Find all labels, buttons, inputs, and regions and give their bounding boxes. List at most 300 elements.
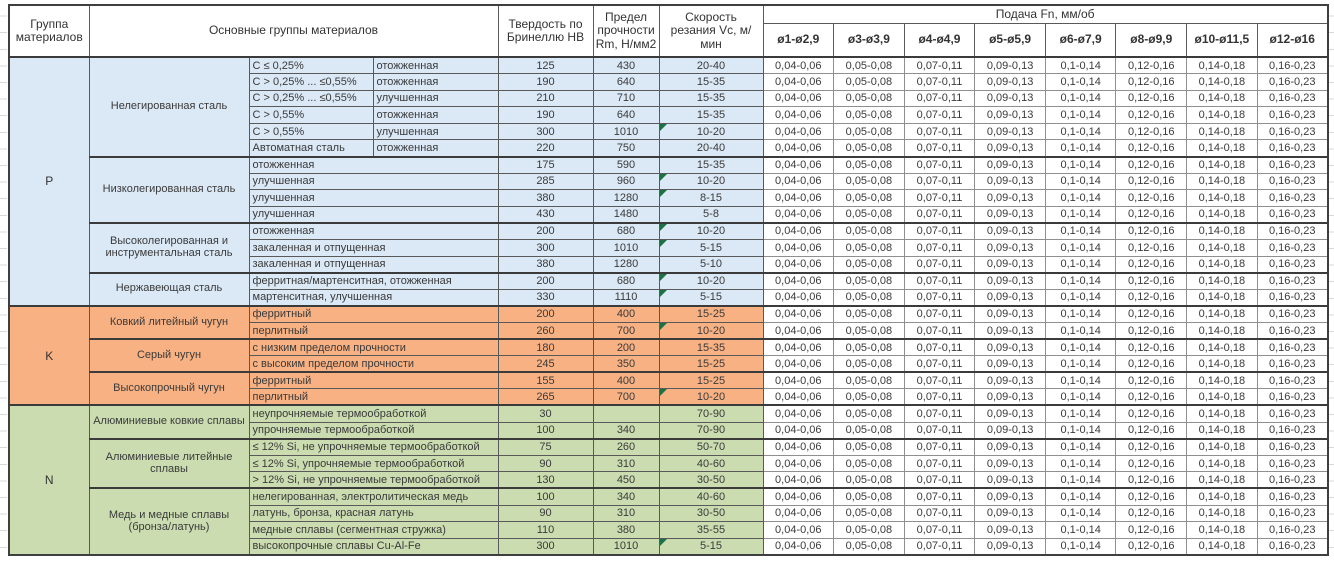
hardness-cell[interactable]: 90 [498,455,593,472]
feed-value-cell[interactable]: 0,14-0,18 [1187,455,1258,472]
header-main-groups[interactable]: Основные группы материалов [89,5,498,57]
feed-value-cell[interactable]: 0,09-0,13 [975,339,1046,356]
hardness-cell[interactable]: 200 [498,223,593,240]
feed-value-cell[interactable]: 0,05-0,08 [834,472,905,489]
cutting-speed-cell[interactable] [659,107,763,124]
feed-value-cell[interactable]: 0,09-0,13 [975,123,1046,140]
group-code-cell[interactable]: P [9,57,89,306]
subgroup-name-cell[interactable]: Серый чугун [89,339,249,372]
header-feed-diameter[interactable]: ø3-ø3,9 [834,23,905,57]
feed-value-cell[interactable]: 0,07-0,11 [904,140,975,157]
material-state-cell[interactable]: отожженная [373,140,498,157]
feed-value-cell[interactable]: 0,14-0,18 [1187,472,1258,489]
feed-value-cell[interactable]: 0,16-0,23 [1257,57,1328,74]
material-desc-cell[interactable]: отожженная [249,223,498,240]
feed-value-cell[interactable]: 0,05-0,08 [834,488,905,505]
cutting-speed-cell[interactable] [659,74,763,91]
material-desc-cell[interactable]: нелегированная, электролитическая медь [249,488,498,505]
feed-value-cell[interactable]: 0,09-0,13 [975,223,1046,240]
strength-cell[interactable]: 750 [593,140,659,157]
feed-value-cell[interactable]: 0,1-0,14 [1045,206,1116,223]
feed-value-cell[interactable]: 0,07-0,11 [904,422,975,439]
feed-value-cell[interactable]: 0,07-0,11 [904,173,975,190]
feed-value-cell[interactable]: 0,09-0,13 [975,389,1046,406]
feed-value-cell[interactable]: 0,14-0,18 [1187,422,1258,439]
header-feed-diameter[interactable]: ø10-ø11,5 [1187,23,1258,57]
feed-value-cell[interactable]: 0,12-0,16 [1116,455,1187,472]
feed-value-cell[interactable]: 0,09-0,13 [975,455,1046,472]
group-code-cell[interactable]: K [9,306,89,406]
feed-value-cell[interactable]: 0,07-0,11 [904,306,975,323]
feed-value-cell[interactable]: 0,07-0,11 [904,273,975,290]
feed-value-cell[interactable]: 0,1-0,14 [1045,356,1116,373]
feed-value-cell[interactable]: 0,1-0,14 [1045,223,1116,240]
feed-value-cell[interactable]: 0,07-0,11 [904,289,975,306]
feed-value-cell[interactable]: 0,1-0,14 [1045,405,1116,422]
subgroup-name-cell[interactable]: Высокопрочный чугун [89,372,249,405]
feed-value-cell[interactable]: 0,04-0,06 [763,472,834,489]
feed-value-cell[interactable]: 0,05-0,08 [834,90,905,107]
header-strength[interactable]: Предел прочности Rm, Н/мм2 [593,5,659,57]
feed-value-cell[interactable]: 0,04-0,06 [763,455,834,472]
feed-value-cell[interactable]: 0,16-0,23 [1257,90,1328,107]
feed-value-cell[interactable]: 0,16-0,23 [1257,140,1328,157]
feed-value-cell[interactable]: 0,14-0,18 [1187,439,1258,456]
strength-cell[interactable]: 700 [593,389,659,406]
feed-value-cell[interactable]: 0,12-0,16 [1116,223,1187,240]
feed-value-cell[interactable]: 0,07-0,11 [904,90,975,107]
feed-value-cell[interactable]: 0,05-0,08 [834,389,905,406]
feed-value-cell[interactable]: 0,1-0,14 [1045,107,1116,124]
feed-value-cell[interactable]: 0,09-0,13 [975,488,1046,505]
hardness-cell[interactable]: 90 [498,505,593,522]
cutting-speed-cell[interactable] [659,472,763,489]
hardness-cell[interactable]: 200 [498,306,593,323]
strength-cell[interactable]: 1280 [593,256,659,273]
feed-value-cell[interactable]: 0,14-0,18 [1187,157,1258,174]
feed-value-cell[interactable]: 0,14-0,18 [1187,107,1258,124]
subgroup-name-cell[interactable]: Медь и медные сплавы (бронза/латунь) [89,488,249,554]
strength-cell[interactable]: 400 [593,372,659,389]
feed-value-cell[interactable]: 0,05-0,08 [834,256,905,273]
feed-value-cell[interactable]: 0,14-0,18 [1187,74,1258,91]
feed-value-cell[interactable]: 0,04-0,06 [763,289,834,306]
feed-value-cell[interactable]: 0,16-0,23 [1257,157,1328,174]
feed-value-cell[interactable]: 0,14-0,18 [1187,273,1258,290]
feed-value-cell[interactable]: 0,16-0,23 [1257,439,1328,456]
feed-value-cell[interactable]: 0,07-0,11 [904,107,975,124]
feed-value-cell[interactable]: 0,16-0,23 [1257,455,1328,472]
hardness-cell[interactable]: 130 [498,472,593,489]
feed-value-cell[interactable]: 0,16-0,23 [1257,256,1328,273]
hardness-cell[interactable]: 200 [498,273,593,290]
hardness-cell[interactable]: 175 [498,157,593,174]
cutting-speed-cell[interactable] [659,356,763,373]
feed-value-cell[interactable]: 0,04-0,06 [763,389,834,406]
cutting-speed-cell[interactable] [659,522,763,539]
feed-value-cell[interactable]: 0,05-0,08 [834,439,905,456]
feed-value-cell[interactable]: 0,07-0,11 [904,223,975,240]
hardness-cell[interactable]: 125 [498,57,593,74]
header-feed-diameter[interactable]: ø5-ø5,9 [975,23,1046,57]
material-desc-cell[interactable]: закаленная и отпущенная [249,256,498,273]
material-state-cell[interactable]: улучшенная [373,90,498,107]
feed-value-cell[interactable]: 0,12-0,16 [1116,323,1187,340]
header-hardness[interactable]: Твердость по Бринеллю HB [498,5,593,57]
material-desc-cell[interactable]: закаленная и отпущенная [249,240,498,257]
material-desc-cell[interactable]: с низким пределом прочности [249,339,498,356]
feed-value-cell[interactable]: 0,14-0,18 [1187,240,1258,257]
material-desc-cell[interactable]: высокопрочные сплавы Cu-Al-Fe [249,538,498,555]
feed-value-cell[interactable]: 0,04-0,06 [763,522,834,539]
feed-value-cell[interactable]: 0,16-0,23 [1257,74,1328,91]
feed-value-cell[interactable]: 0,07-0,11 [904,455,975,472]
feed-value-cell[interactable]: 0,16-0,23 [1257,289,1328,306]
feed-value-cell[interactable]: 0,05-0,08 [834,190,905,207]
strength-cell[interactable]: 700 [593,323,659,340]
material-desc-cell[interactable]: латунь, бронза, красная латунь [249,505,498,522]
feed-value-cell[interactable]: 0,1-0,14 [1045,173,1116,190]
material-desc-cell[interactable]: медные сплавы (сегментная стружка) [249,522,498,539]
feed-value-cell[interactable]: 0,14-0,18 [1187,389,1258,406]
feed-value-cell[interactable]: 0,14-0,18 [1187,522,1258,539]
strength-cell[interactable]: 350 [593,356,659,373]
feed-value-cell[interactable]: 0,1-0,14 [1045,240,1116,257]
feed-value-cell[interactable]: 0,09-0,13 [975,57,1046,74]
feed-value-cell[interactable]: 0,05-0,08 [834,522,905,539]
feed-value-cell[interactable]: 0,04-0,06 [763,223,834,240]
hardness-cell[interactable]: 380 [498,256,593,273]
strength-cell[interactable]: 960 [593,173,659,190]
feed-value-cell[interactable]: 0,1-0,14 [1045,256,1116,273]
feed-value-cell[interactable]: 0,09-0,13 [975,256,1046,273]
feed-value-cell[interactable]: 0,07-0,11 [904,522,975,539]
feed-value-cell[interactable]: 0,1-0,14 [1045,190,1116,207]
group-code-cell[interactable]: N [9,405,89,554]
feed-value-cell[interactable]: 0,07-0,11 [904,405,975,422]
feed-value-cell[interactable]: 0,12-0,16 [1116,173,1187,190]
feed-value-cell[interactable]: 0,14-0,18 [1187,289,1258,306]
cutting-speed-cell[interactable] [659,488,763,505]
feed-value-cell[interactable]: 0,14-0,18 [1187,538,1258,555]
strength-cell[interactable]: 640 [593,107,659,124]
feed-value-cell[interactable]: 0,04-0,06 [763,339,834,356]
hardness-cell[interactable]: 220 [498,140,593,157]
feed-value-cell[interactable]: 0,05-0,08 [834,273,905,290]
cutting-speed-cell[interactable] [659,339,763,356]
hardness-cell[interactable]: 190 [498,74,593,91]
strength-cell[interactable]: 430 [593,57,659,74]
feed-value-cell[interactable]: 0,14-0,18 [1187,405,1258,422]
feed-value-cell[interactable]: 0,1-0,14 [1045,505,1116,522]
cutting-speed-cell[interactable] [659,289,763,306]
header-feed[interactable]: Подача Fn, мм/об [763,5,1328,23]
cutting-speed-cell[interactable] [659,538,763,555]
strength-cell[interactable]: 680 [593,273,659,290]
feed-value-cell[interactable]: 0,1-0,14 [1045,339,1116,356]
material-desc-cell[interactable]: C > 0,55% [249,107,373,124]
material-desc-cell[interactable]: неупрочняемые термообработкой [249,405,498,422]
feed-value-cell[interactable]: 0,04-0,06 [763,107,834,124]
strength-cell[interactable]: 380 [593,522,659,539]
feed-value-cell[interactable]: 0,05-0,08 [834,157,905,174]
feed-value-cell[interactable]: 0,05-0,08 [834,405,905,422]
feed-value-cell[interactable]: 0,09-0,13 [975,157,1046,174]
feed-value-cell[interactable]: 0,14-0,18 [1187,488,1258,505]
subgroup-name-cell[interactable]: Высоколегированная и инструментальная сталь [89,223,249,273]
feed-value-cell[interactable]: 0,16-0,23 [1257,339,1328,356]
material-state-cell[interactable]: отожженная [373,107,498,124]
material-desc-cell[interactable]: ≤ 12% Si, не упрочняемые термообработкой [249,439,498,456]
feed-value-cell[interactable]: 0,09-0,13 [975,90,1046,107]
feed-value-cell[interactable]: 0,05-0,08 [834,339,905,356]
feed-value-cell[interactable]: 0,09-0,13 [975,472,1046,489]
feed-value-cell[interactable]: 0,1-0,14 [1045,488,1116,505]
feed-value-cell[interactable]: 0,16-0,23 [1257,372,1328,389]
feed-value-cell[interactable]: 0,05-0,08 [834,107,905,124]
feed-value-cell[interactable]: 0,14-0,18 [1187,306,1258,323]
cutting-speed-cell[interactable] [659,323,763,340]
feed-value-cell[interactable]: 0,12-0,16 [1116,405,1187,422]
feed-value-cell[interactable]: 0,1-0,14 [1045,123,1116,140]
cutting-speed-cell[interactable] [659,140,763,157]
hardness-cell[interactable]: 110 [498,522,593,539]
feed-value-cell[interactable]: 0,12-0,16 [1116,356,1187,373]
feed-value-cell[interactable]: 0,12-0,16 [1116,57,1187,74]
feed-value-cell[interactable]: 0,05-0,08 [834,173,905,190]
strength-cell[interactable]: 400 [593,306,659,323]
feed-value-cell[interactable]: 0,1-0,14 [1045,439,1116,456]
feed-value-cell[interactable]: 0,09-0,13 [975,422,1046,439]
feed-value-cell[interactable]: 0,05-0,08 [834,289,905,306]
feed-value-cell[interactable]: 0,05-0,08 [834,356,905,373]
feed-value-cell[interactable]: 0,14-0,18 [1187,123,1258,140]
feed-value-cell[interactable]: 0,07-0,11 [904,472,975,489]
feed-value-cell[interactable]: 0,07-0,11 [904,123,975,140]
feed-value-cell[interactable]: 0,12-0,16 [1116,289,1187,306]
feed-value-cell[interactable]: 0,05-0,08 [834,240,905,257]
cutting-speed-cell[interactable] [659,372,763,389]
feed-value-cell[interactable]: 0,1-0,14 [1045,422,1116,439]
feed-value-cell[interactable]: 0,16-0,23 [1257,472,1328,489]
feed-value-cell[interactable]: 0,14-0,18 [1187,140,1258,157]
feed-value-cell[interactable]: 0,16-0,23 [1257,356,1328,373]
material-desc-cell[interactable]: ферритная/мартенситная, отожженная [249,273,498,290]
feed-value-cell[interactable]: 0,12-0,16 [1116,505,1187,522]
feed-value-cell[interactable]: 0,05-0,08 [834,505,905,522]
material-desc-cell[interactable]: упрочняемые термообработкой [249,422,498,439]
feed-value-cell[interactable]: 0,05-0,08 [834,123,905,140]
strength-cell[interactable]: 1010 [593,240,659,257]
header-feed-diameter[interactable]: ø1-ø2,9 [763,23,834,57]
material-desc-cell[interactable]: ферритный [249,306,498,323]
feed-value-cell[interactable]: 0,07-0,11 [904,323,975,340]
feed-value-cell[interactable]: 0,12-0,16 [1116,256,1187,273]
feed-value-cell[interactable]: 0,05-0,08 [834,140,905,157]
cutting-speed-cell[interactable] [659,240,763,257]
cutting-speed-cell[interactable] [659,190,763,207]
feed-value-cell[interactable]: 0,07-0,11 [904,439,975,456]
feed-value-cell[interactable]: 0,12-0,16 [1116,422,1187,439]
feed-value-cell[interactable]: 0,1-0,14 [1045,522,1116,539]
feed-value-cell[interactable]: 0,07-0,11 [904,240,975,257]
feed-value-cell[interactable]: 0,14-0,18 [1187,90,1258,107]
feed-value-cell[interactable]: 0,05-0,08 [834,206,905,223]
feed-value-cell[interactable]: 0,07-0,11 [904,356,975,373]
feed-value-cell[interactable]: 0,04-0,06 [763,256,834,273]
feed-value-cell[interactable]: 0,05-0,08 [834,422,905,439]
feed-value-cell[interactable]: 0,16-0,23 [1257,538,1328,555]
material-desc-cell[interactable]: улучшенная [249,190,498,207]
feed-value-cell[interactable]: 0,09-0,13 [975,206,1046,223]
feed-value-cell[interactable]: 0,09-0,13 [975,173,1046,190]
hardness-cell[interactable]: 300 [498,123,593,140]
cutting-speed-cell[interactable] [659,422,763,439]
feed-value-cell[interactable]: 0,12-0,16 [1116,472,1187,489]
feed-value-cell[interactable]: 0,05-0,08 [834,538,905,555]
feed-value-cell[interactable]: 0,07-0,11 [904,74,975,91]
strength-cell[interactable]: 1280 [593,190,659,207]
feed-value-cell[interactable]: 0,04-0,06 [763,90,834,107]
feed-value-cell[interactable]: 0,16-0,23 [1257,488,1328,505]
feed-value-cell[interactable]: 0,1-0,14 [1045,455,1116,472]
feed-value-cell[interactable]: 0,14-0,18 [1187,339,1258,356]
feed-value-cell[interactable]: 0,12-0,16 [1116,389,1187,406]
feed-value-cell[interactable]: 0,12-0,16 [1116,372,1187,389]
feed-value-cell[interactable]: 0,12-0,16 [1116,107,1187,124]
header-feed-diameter[interactable]: ø6-ø7,9 [1045,23,1116,57]
strength-cell[interactable] [593,405,659,422]
feed-value-cell[interactable]: 0,04-0,06 [763,157,834,174]
feed-value-cell[interactable]: 0,04-0,06 [763,405,834,422]
header-feed-diameter[interactable]: ø4-ø4,9 [904,23,975,57]
feed-value-cell[interactable]: 0,14-0,18 [1187,223,1258,240]
feed-value-cell[interactable]: 0,07-0,11 [904,206,975,223]
feed-value-cell[interactable]: 0,09-0,13 [975,107,1046,124]
material-desc-cell[interactable]: мартенситная, улучшенная [249,289,498,306]
strength-cell[interactable]: 1110 [593,289,659,306]
feed-value-cell[interactable]: 0,04-0,06 [763,57,834,74]
strength-cell[interactable]: 340 [593,488,659,505]
feed-value-cell[interactable]: 0,1-0,14 [1045,323,1116,340]
feed-value-cell[interactable]: 0,05-0,08 [834,57,905,74]
feed-value-cell[interactable]: 0,1-0,14 [1045,140,1116,157]
feed-value-cell[interactable]: 0,07-0,11 [904,190,975,207]
feed-value-cell[interactable]: 0,09-0,13 [975,289,1046,306]
cutting-speed-cell[interactable] [659,455,763,472]
hardness-cell[interactable]: 190 [498,107,593,124]
feed-value-cell[interactable]: 0,12-0,16 [1116,522,1187,539]
strength-cell[interactable]: 310 [593,455,659,472]
hardness-cell[interactable]: 180 [498,339,593,356]
feed-value-cell[interactable]: 0,09-0,13 [975,538,1046,555]
feed-value-cell[interactable]: 0,1-0,14 [1045,538,1116,555]
feed-value-cell[interactable]: 0,12-0,16 [1116,90,1187,107]
header-feed-diameter[interactable]: ø12-ø16 [1257,23,1328,57]
cutting-speed-cell[interactable] [659,173,763,190]
material-desc-cell[interactable]: C > 0,55% [249,123,373,140]
feed-value-cell[interactable]: 0,16-0,23 [1257,389,1328,406]
feed-value-cell[interactable]: 0,07-0,11 [904,488,975,505]
feed-value-cell[interactable]: 0,05-0,08 [834,455,905,472]
material-desc-cell[interactable]: C > 0,25% ... ≤0,55% [249,74,373,91]
hardness-cell[interactable]: 75 [498,439,593,456]
subgroup-name-cell[interactable]: Ковкий литейный чугун [89,306,249,339]
feed-value-cell[interactable]: 0,12-0,16 [1116,273,1187,290]
hardness-cell[interactable]: 430 [498,206,593,223]
feed-value-cell[interactable]: 0,07-0,11 [904,505,975,522]
feed-value-cell[interactable]: 0,04-0,06 [763,306,834,323]
feed-value-cell[interactable]: 0,16-0,23 [1257,107,1328,124]
feed-value-cell[interactable]: 0,12-0,16 [1116,439,1187,456]
feed-value-cell[interactable]: 0,05-0,08 [834,372,905,389]
cutting-speed-cell[interactable] [659,439,763,456]
feed-value-cell[interactable]: 0,1-0,14 [1045,90,1116,107]
feed-value-cell[interactable]: 0,04-0,06 [763,356,834,373]
material-desc-cell[interactable]: > 12% Si, не упрочняемые термообработкой [249,472,498,489]
material-state-cell[interactable]: отожженная [373,57,498,74]
feed-value-cell[interactable]: 0,05-0,08 [834,74,905,91]
feed-value-cell[interactable]: 0,04-0,06 [763,240,834,257]
header-feed-diameter[interactable]: ø8-ø9,9 [1116,23,1187,57]
feed-value-cell[interactable]: 0,09-0,13 [975,405,1046,422]
feed-value-cell[interactable]: 0,1-0,14 [1045,273,1116,290]
feed-value-cell[interactable]: 0,09-0,13 [975,306,1046,323]
hardness-cell[interactable]: 100 [498,488,593,505]
feed-value-cell[interactable]: 0,07-0,11 [904,57,975,74]
feed-value-cell[interactable]: 0,12-0,16 [1116,240,1187,257]
material-desc-cell[interactable]: ферритный [249,372,498,389]
strength-cell[interactable]: 1010 [593,123,659,140]
feed-value-cell[interactable]: 0,1-0,14 [1045,74,1116,91]
feed-value-cell[interactable]: 0,07-0,11 [904,157,975,174]
cutting-speed-cell[interactable] [659,223,763,240]
hardness-cell[interactable]: 100 [498,422,593,439]
feed-value-cell[interactable]: 0,14-0,18 [1187,505,1258,522]
feed-value-cell[interactable]: 0,04-0,06 [763,372,834,389]
strength-cell[interactable]: 260 [593,439,659,456]
feed-value-cell[interactable]: 0,04-0,06 [763,538,834,555]
strength-cell[interactable]: 640 [593,74,659,91]
material-desc-cell[interactable]: улучшенная [249,206,498,223]
cutting-speed-cell[interactable] [659,123,763,140]
cutting-speed-cell[interactable] [659,306,763,323]
feed-value-cell[interactable]: 0,16-0,23 [1257,306,1328,323]
cutting-speed-cell[interactable] [659,405,763,422]
strength-cell[interactable]: 710 [593,90,659,107]
feed-value-cell[interactable]: 0,04-0,06 [763,439,834,456]
feed-value-cell[interactable]: 0,16-0,23 [1257,206,1328,223]
material-desc-cell[interactable]: C ≤ 0,25% [249,57,373,74]
cutting-speed-cell[interactable] [659,505,763,522]
feed-value-cell[interactable]: 0,16-0,23 [1257,123,1328,140]
feed-value-cell[interactable]: 0,09-0,13 [975,273,1046,290]
feed-value-cell[interactable]: 0,07-0,11 [904,256,975,273]
hardness-cell[interactable]: 300 [498,538,593,555]
hardness-cell[interactable]: 30 [498,405,593,422]
feed-value-cell[interactable]: 0,1-0,14 [1045,289,1116,306]
feed-value-cell[interactable]: 0,14-0,18 [1187,256,1258,273]
feed-value-cell[interactable]: 0,1-0,14 [1045,372,1116,389]
header-cutting-speed[interactable]: Скорость резания Vc, м/мин [659,5,763,57]
header-material-group[interactable]: Группа материалов [9,5,89,57]
material-desc-cell[interactable]: перлитный [249,323,498,340]
feed-value-cell[interactable]: 0,16-0,23 [1257,505,1328,522]
feed-value-cell[interactable]: 0,04-0,06 [763,123,834,140]
feed-value-cell[interactable]: 0,09-0,13 [975,356,1046,373]
feed-value-cell[interactable]: 0,04-0,06 [763,74,834,91]
feed-value-cell[interactable]: 0,12-0,16 [1116,74,1187,91]
